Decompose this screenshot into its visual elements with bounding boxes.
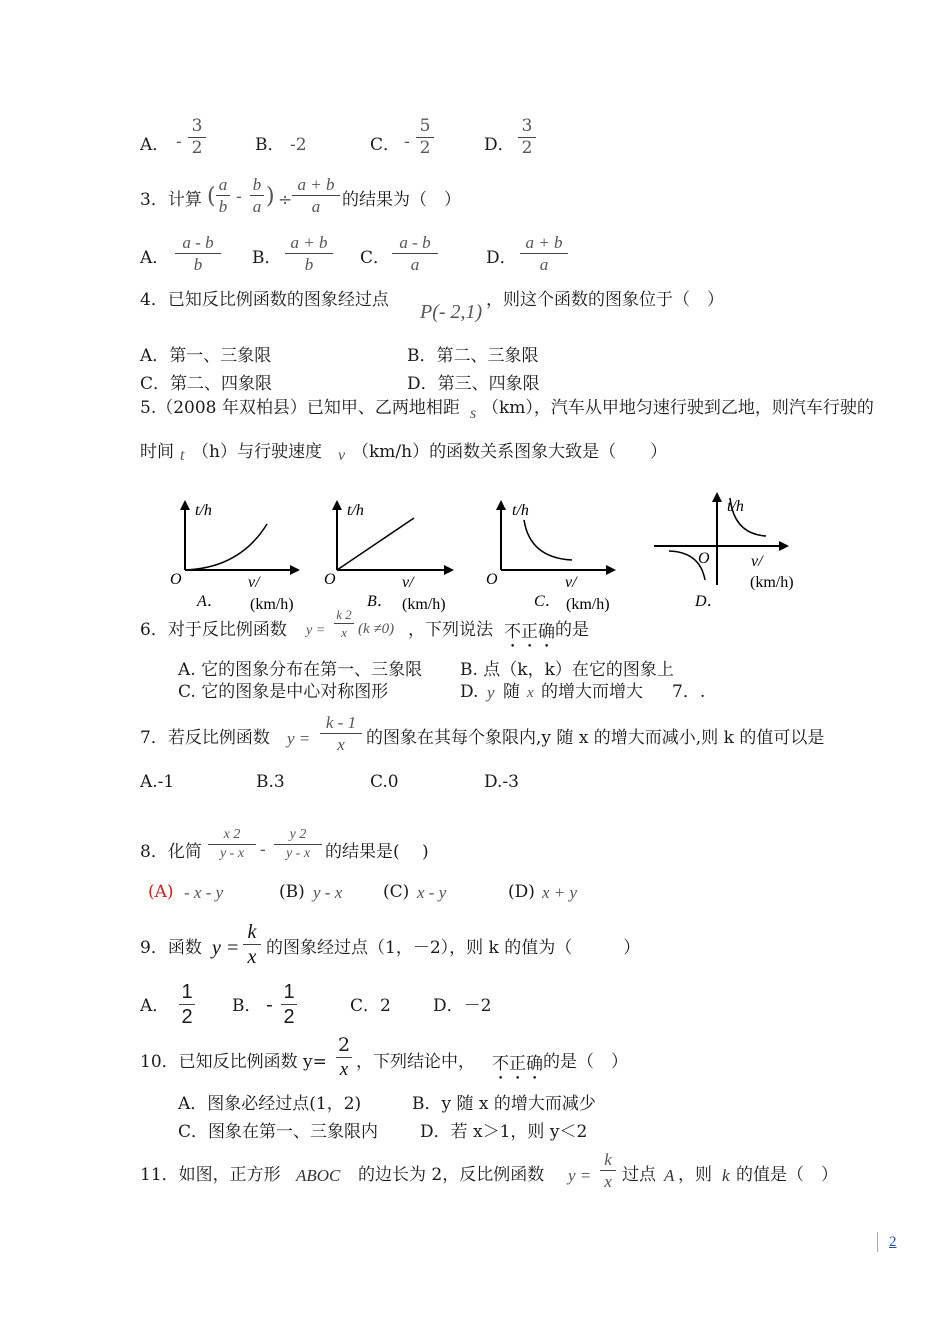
q7-option-b: B.3 bbox=[256, 772, 285, 792]
q5-line2-a: 时间 bbox=[140, 442, 174, 462]
q10-option-a: A．图象必经过点(1，2) bbox=[178, 1094, 362, 1114]
q7-stem-end: 的图象在其每个象限内,y 随 x 的增大而减小,则 k 的值可以是 bbox=[366, 728, 825, 748]
q6-formula-frac bbox=[334, 608, 354, 639]
q6-option-d-tail: 7．. bbox=[672, 682, 706, 702]
q3-opt-b-num: a + b bbox=[290, 233, 328, 252]
q3-expr-minus: - bbox=[236, 187, 242, 207]
graph-c bbox=[486, 502, 614, 613]
q11-y: y = bbox=[568, 1166, 592, 1185]
q9-y: y = bbox=[212, 937, 240, 959]
graph-b-origin: O bbox=[324, 571, 336, 588]
q4-option-a: A．第一、三象限 bbox=[140, 346, 272, 366]
graph-c-origin: O bbox=[486, 571, 498, 588]
q10-stem: 10．已知反比例函数 y= bbox=[140, 1052, 327, 1072]
q9-option-a-label: A． bbox=[140, 996, 170, 1016]
q8-option-b-value: y - x bbox=[313, 883, 343, 902]
q9-option-b-sign: - bbox=[266, 992, 273, 1016]
q11-stem-b: 的边长为 2，反比例函数 bbox=[358, 1165, 545, 1185]
q3-opt-c-label: C． bbox=[360, 248, 391, 268]
q11-num: k bbox=[604, 1150, 612, 1169]
q2-option-b-value: -2 bbox=[290, 135, 307, 155]
q10-option-d: D．若 x＞1，则 y＜2 bbox=[420, 1122, 588, 1142]
q8-option-d-label: (D) bbox=[508, 882, 535, 902]
q3-opt-c-num: a - b bbox=[399, 233, 431, 252]
q5-graphs bbox=[150, 490, 830, 620]
graph-a bbox=[170, 502, 298, 613]
graph-a-label: A． bbox=[197, 593, 223, 610]
q4-stem: 4．已知反比例函数的图象经过点 bbox=[140, 290, 389, 310]
q3-paren-close: ) bbox=[266, 184, 275, 209]
q9-option-d: D．－2 bbox=[433, 996, 492, 1016]
q2-a-den: 2 bbox=[191, 138, 203, 158]
q5-line2-b: （h）与行驶速度 bbox=[192, 442, 322, 462]
q10-stem-end-a: ，下列结论中， bbox=[356, 1052, 475, 1072]
graph-c-label: C． bbox=[534, 593, 561, 610]
q9-option-b-frac bbox=[281, 982, 297, 1027]
q10-den: x bbox=[339, 1059, 349, 1080]
q2-a-num: 3 bbox=[191, 116, 203, 136]
q3-opt-b-frac bbox=[285, 234, 333, 273]
q4-option-b: B．第二、三象限 bbox=[407, 346, 539, 366]
q6-formula-y: y = bbox=[306, 623, 326, 638]
graph-c-curve bbox=[524, 520, 572, 560]
q9-option-c: C．2 bbox=[350, 996, 391, 1016]
q8-option-c-label: (C) bbox=[383, 882, 410, 902]
graph-a-v-unit: (km/h) bbox=[250, 596, 294, 613]
q3-opt-a-label: A． bbox=[140, 248, 170, 268]
q3-expr-frac-c bbox=[292, 176, 340, 215]
q3-c-num: a + b bbox=[297, 175, 335, 194]
q10-num: 2 bbox=[337, 1034, 351, 1056]
q11-stem-d: ，则 bbox=[678, 1165, 712, 1185]
q8-fraction-1 bbox=[208, 828, 256, 861]
q9-option-a-frac bbox=[179, 982, 195, 1027]
q7-option-c: C.0 bbox=[370, 772, 399, 792]
graph-d-v-label: v/ bbox=[751, 553, 763, 570]
q2-option-d-label: D． bbox=[484, 135, 515, 155]
page-number-divider bbox=[877, 1232, 878, 1252]
q7-den: x bbox=[337, 735, 345, 754]
q3-opt-a-num: a - b bbox=[182, 233, 214, 252]
q2-option-b-label: B． bbox=[255, 135, 285, 155]
q3-opt-b-label: B． bbox=[252, 248, 282, 268]
q11-fraction bbox=[600, 1151, 616, 1190]
q8-option-a-label: (A) bbox=[148, 882, 174, 902]
q10-option-c: C．图象在第一、三象限内 bbox=[178, 1122, 379, 1142]
q7-num: k - 1 bbox=[325, 713, 357, 732]
q10-option-b: B．y 随 x 的增大而减少 bbox=[412, 1094, 596, 1114]
q5-line1-a: 5.（2008 年双柏县）已知甲、乙两地相距 bbox=[140, 398, 460, 418]
q10-stem-end-b: 的是（ ） bbox=[543, 1052, 628, 1072]
q6-not-correct: 不正确 bbox=[504, 622, 555, 642]
q3-opt-a-frac bbox=[175, 234, 221, 273]
q3-c-den: a bbox=[311, 197, 321, 216]
q11-k: k bbox=[722, 1166, 730, 1185]
q11-stem-a: 11．如图，正方形 bbox=[140, 1165, 281, 1185]
q3-opt-d-num: a + b bbox=[525, 233, 563, 252]
q3-opt-b-den: b bbox=[304, 255, 314, 274]
q3-suffix: 的结果为（ ） bbox=[342, 190, 461, 210]
q6-formula-den: x bbox=[341, 625, 347, 640]
q8-fraction-2 bbox=[274, 828, 322, 861]
q8-option-c-value: x - y bbox=[417, 883, 447, 902]
q7-fraction bbox=[320, 714, 362, 753]
q8-stem-end: 的结果是( ) bbox=[325, 842, 429, 862]
q6-option-c: C. 它的图象是中心对称图形 bbox=[178, 682, 389, 702]
graph-d-origin: O bbox=[698, 550, 710, 567]
graph-c-v-label: v/ bbox=[565, 574, 577, 591]
q6-option-d-b: 随 bbox=[503, 682, 520, 702]
q5-var-v: v bbox=[338, 447, 346, 464]
graph-a-t-label: t/h bbox=[195, 502, 212, 519]
graph-b-v-label: v/ bbox=[402, 574, 414, 591]
page-number-link[interactable]: 2 bbox=[889, 1234, 897, 1250]
q8-minus: - bbox=[260, 840, 266, 860]
q2-option-c-sign: - bbox=[404, 132, 410, 152]
q5-var-s: s bbox=[470, 405, 477, 422]
q11-square-name: ABOC bbox=[296, 1166, 341, 1185]
q4-point: P(- 2,1) bbox=[420, 301, 483, 323]
q2-option-c-fraction bbox=[416, 118, 434, 157]
q5-line2-c: （km/h）的函数关系图象大致是（ ） bbox=[352, 442, 668, 462]
q3-b-den: a bbox=[252, 197, 262, 216]
graph-b-line bbox=[337, 518, 414, 570]
q3-prefix: 3．计算 bbox=[140, 190, 202, 210]
q2-option-d-fraction bbox=[518, 118, 536, 157]
q9-opt-b-den: 2 bbox=[283, 1006, 295, 1028]
q9-num: k bbox=[247, 921, 257, 943]
q11-stem-e: 的值是（ ） bbox=[736, 1165, 838, 1185]
q10-not-correct: 不正确 bbox=[492, 1054, 543, 1074]
graph-a-origin: O bbox=[170, 571, 182, 588]
graph-c-t-label: t/h bbox=[512, 502, 529, 519]
q6-option-a: A. 它的图象分布在第一、三象限 bbox=[178, 660, 423, 680]
graph-d-t-label: t/h bbox=[727, 498, 744, 515]
q2-c-num: 5 bbox=[419, 116, 431, 136]
q9-stem: 9．函数 bbox=[140, 938, 202, 958]
graph-a-v-label: v/ bbox=[248, 574, 260, 591]
q10-fraction bbox=[336, 1036, 352, 1079]
q11-den: x bbox=[604, 1172, 612, 1191]
q8-option-b-label: (B) bbox=[279, 882, 305, 902]
q6-stem: 6．对于反比例函数 bbox=[140, 620, 287, 640]
q6-option-d-a: D. bbox=[460, 682, 479, 702]
q6-formula-num: k 2 bbox=[336, 607, 352, 622]
q3-a-den: b bbox=[218, 197, 228, 216]
q6-option-b: B. 点（k，k）在它的图象上 bbox=[460, 660, 674, 680]
q6-stem-end-b: 的是 bbox=[555, 620, 589, 640]
q3-opt-d-den: a bbox=[539, 255, 549, 274]
graph-a-curve bbox=[185, 524, 267, 570]
q3-expr-frac-a bbox=[216, 176, 230, 215]
q8-f2-den: y - x bbox=[285, 846, 311, 861]
q11-point-a: A bbox=[664, 1166, 675, 1185]
q3-div: ÷ bbox=[278, 190, 293, 210]
graph-b-v-unit: (km/h) bbox=[402, 596, 446, 613]
q9-den: x bbox=[247, 946, 257, 968]
q2-option-a-sign: - bbox=[176, 132, 182, 152]
q2-option-c-label: C． bbox=[370, 135, 401, 155]
q8-option-d-value: x + y bbox=[542, 883, 578, 902]
q7-option-a: A.-1 bbox=[140, 772, 175, 792]
q9-opt-a-den: 2 bbox=[181, 1006, 193, 1028]
q6-stem-end-a: ，下列说法 bbox=[408, 620, 493, 640]
q3-opt-d-frac bbox=[520, 234, 568, 273]
q6-option-d-y: y bbox=[487, 683, 495, 702]
graph-d bbox=[654, 494, 794, 610]
q3-opt-d-label: D． bbox=[486, 248, 517, 268]
q3-b-num: b bbox=[252, 175, 262, 194]
q5-var-t: t bbox=[180, 447, 185, 464]
q7-stem: 7．若反比例函数 bbox=[140, 728, 270, 748]
q6-condition: (k ≠0) bbox=[358, 621, 395, 637]
q7-y: y = bbox=[287, 729, 311, 748]
q2-d-den: 2 bbox=[521, 138, 533, 158]
q3-a-num: a bbox=[218, 175, 228, 194]
q9-option-b-label: B． bbox=[232, 996, 262, 1016]
q9-opt-a-num: 1 bbox=[181, 981, 193, 1003]
q9-opt-b-num: 1 bbox=[283, 981, 295, 1003]
q9-fraction bbox=[243, 922, 261, 967]
q3-paren-open: ( bbox=[207, 184, 216, 209]
q8-f2-num: y 2 bbox=[289, 827, 307, 842]
q3-opt-c-den: a bbox=[410, 255, 420, 274]
q6-option-d-c: 的增大而增大 bbox=[541, 682, 643, 702]
graph-b-label: B． bbox=[367, 593, 393, 610]
q3-opt-c-frac bbox=[392, 234, 438, 273]
graph-b-t-label: t/h bbox=[347, 502, 364, 519]
q3-opt-a-den: b bbox=[193, 255, 203, 274]
q9-stem-end: 的图象经过点（1，－2），则 k 的值为（ ） bbox=[266, 938, 641, 958]
q11-stem-c: 过点 bbox=[622, 1165, 656, 1185]
q4-stem-end: ，则这个函数的图象位于（ ） bbox=[486, 290, 724, 310]
graph-d-v-unit: (km/h) bbox=[750, 574, 794, 591]
q2-c-den: 2 bbox=[419, 138, 431, 158]
q8-f1-den: y - x bbox=[219, 846, 245, 861]
q6-option-d-x: x bbox=[527, 685, 534, 701]
q8-f1-num: x 2 bbox=[223, 827, 241, 842]
q8-option-a-value: - x - y bbox=[184, 883, 224, 902]
q4-option-d: D．第三、四象限 bbox=[407, 374, 540, 394]
q8-stem: 8．化简 bbox=[140, 842, 202, 862]
graph-c-v-unit: (km/h) bbox=[566, 596, 610, 613]
q2-d-num: 3 bbox=[521, 116, 533, 136]
graph-b bbox=[324, 502, 452, 613]
q3-expr-frac-b bbox=[250, 176, 264, 215]
q2-option-a-label: A． bbox=[140, 135, 170, 155]
q5-line1-b: （km），汽车从甲地匀速行驶到乙地，则汽车行驶的 bbox=[482, 398, 874, 418]
graph-d-label: D． bbox=[695, 593, 723, 610]
q7-option-d: D.-3 bbox=[484, 772, 519, 792]
q4-option-c: C．第二、四象限 bbox=[140, 374, 273, 394]
q2-option-a-fraction bbox=[188, 118, 206, 157]
